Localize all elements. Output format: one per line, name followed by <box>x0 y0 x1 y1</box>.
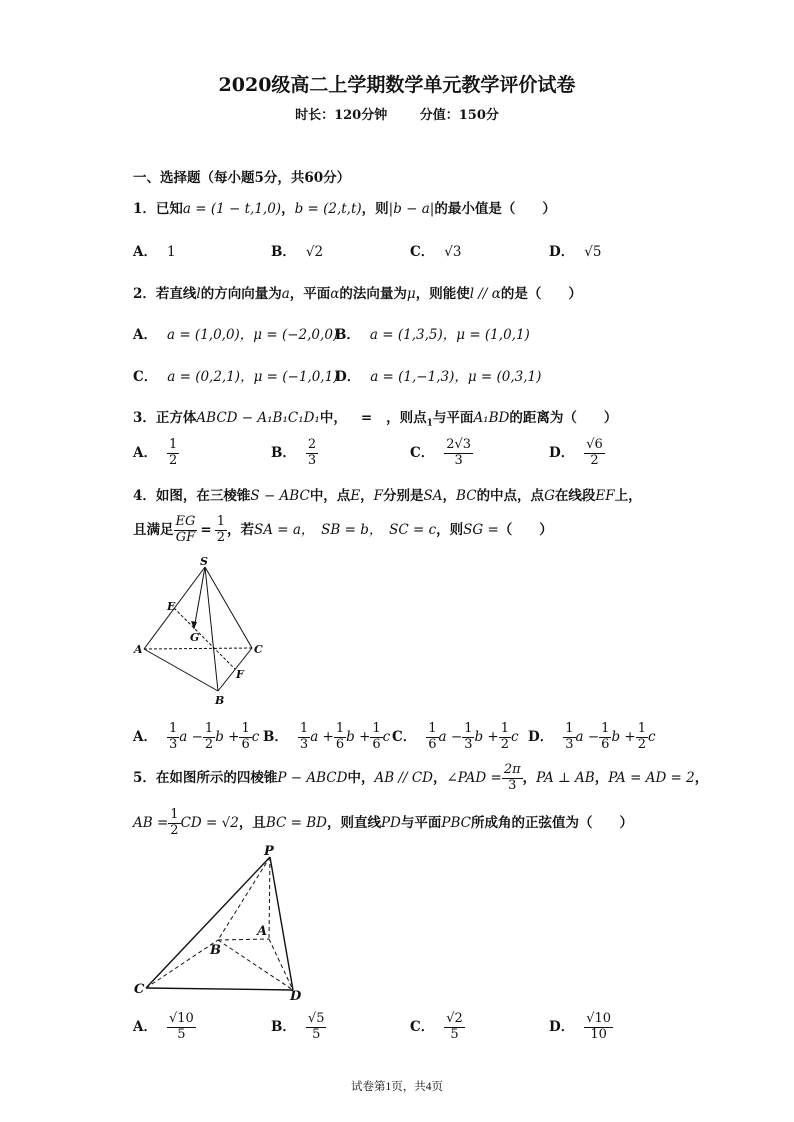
label-a: A <box>134 643 143 656</box>
q4-option-d: D． $\frac{1}{3}$ a − $\frac{1}{6}$ b + $\frac{1}{2}$ c <box>528 721 656 752</box>
q1-number: 1． <box>133 201 156 217</box>
label-c: C <box>134 982 145 997</box>
section-heading: 一、选择题（每小题5分，共60分） <box>133 170 351 186</box>
q1-text: 已知 <box>155 201 183 217</box>
question-3: 3．正方体ABCD − A₁B₁C₁D₁中， = ，则点$_1$与平面A₁BD的距离为（ ） <box>133 410 618 429</box>
q1-expression: |b − a| <box>388 201 435 217</box>
q4-option-b: B． $\frac{1}{3}$ a + $\frac{1}{6}$ b + $\frac{1}{6}$ c <box>263 721 391 752</box>
label-f: F <box>236 668 244 681</box>
q4-tetrahedron-figure <box>130 555 270 710</box>
segment-ef <box>174 608 235 669</box>
edge-pa <box>269 857 270 939</box>
q1-sep: ， <box>281 201 295 217</box>
q5-pyramid-figure <box>130 842 315 1004</box>
q1-option-a: A． 1 <box>133 244 176 260</box>
duration: 时长：120分钟 <box>295 108 388 123</box>
question-1 <box>133 197 556 217</box>
q2-option-b: B． a = (1,3,5)，μ = (1,0,1) <box>335 327 530 343</box>
question-2: 2．若直线l的方向向量为a，平面α的法向量为μ，则能使l // α的是（ ） <box>133 286 582 302</box>
segment-sg <box>194 567 205 629</box>
q3-option-a: A． $\frac{1}{2}$ <box>133 437 178 468</box>
label-s: S <box>200 555 208 568</box>
q3-option-c: C． $\frac{2√3}{3}$ <box>410 437 472 468</box>
label-a: A <box>257 924 268 939</box>
edge-bc <box>146 940 218 988</box>
q1-option-d: D． √5 <box>549 244 602 260</box>
score: 分值：150分 <box>419 108 499 123</box>
label-p: P <box>264 844 274 859</box>
sg-arrowhead <box>191 621 197 629</box>
edge-ab <box>144 649 218 691</box>
question-5-line2: AB = $\frac{1}{2}$ CD = √2，且BC = BD，则直线PD与平面PBC所成角的正弦值为（ ） <box>133 807 633 838</box>
exam-info <box>0 104 794 123</box>
q5-option-a: A． $\frac{√10}{5}$ <box>133 1011 194 1042</box>
edge-pd <box>270 857 293 990</box>
label-d: D <box>290 989 302 1004</box>
question-5: 5．在如图所示的四棱锥P − ABCD中，AB // CD，∠PAD = $\frac{2\pi}{3}$ ，PA ⊥ AB，PA = AD = 2， <box>133 762 709 793</box>
label-b: B <box>210 943 221 958</box>
label-e: E <box>167 600 176 613</box>
edge-ad <box>269 939 293 990</box>
label-c: C <box>254 643 263 656</box>
exam-title: 2020级高二上学期数学单元教学评价试卷 <box>218 74 576 96</box>
page-footer: 试卷第1页，共4页 <box>351 1081 443 1093</box>
q1-text: ，则 <box>361 201 389 217</box>
q2-option-d: D． a = (1,−1,3)，μ = (0,3,1) <box>335 369 542 385</box>
q4-option-c: C． $\frac{1}{6}$ a − $\frac{1}{3}$ b + $\frac{1}{2}$ c <box>392 721 519 752</box>
label-b: B <box>215 694 225 707</box>
q3-option-d: D． $\frac{√6}{2}$ <box>549 437 603 468</box>
q5-option-d: D． $\frac{√10}{10}$ <box>549 1011 612 1042</box>
q2-option-a: A． a = (1,0,0)，μ = (−2,0,0) <box>133 327 339 343</box>
edge-ab <box>218 939 269 940</box>
q2-option-c: C． a = (0,2,1)，μ = (−1,0,1) <box>133 369 339 385</box>
q1-option-c: C． √3 <box>410 244 462 260</box>
question-4-line2: 且满足 $\frac{EG}{GF}$ = $\frac{1}{2}$ ，若SA = a， SB = b， SC = c，则SG =（ ） <box>133 514 553 545</box>
q1-vector-b: b = (2,t,t) <box>294 201 362 217</box>
q5-option-b: B． $\frac{√5}{5}$ <box>271 1011 325 1042</box>
label-g: G <box>190 631 200 644</box>
q3-option-b: B． $\frac{2}{3}$ <box>271 437 317 468</box>
edge-cb <box>218 648 252 691</box>
q1-vector-a: a = (1 − t,1,0) <box>182 201 282 217</box>
edge-pc <box>146 857 270 988</box>
q1-text: 的最小值是（ ） <box>434 201 556 217</box>
q1-option-b: B． √2 <box>271 244 324 260</box>
edge-ac-hidden <box>144 648 252 649</box>
edge-cd <box>146 988 293 990</box>
q5-option-c: C． $\frac{√2}{5}$ <box>410 1011 463 1042</box>
q4-option-a: A． $\frac{1}{3}$ a − $\frac{1}{2}$ b + $\frac{1}{6}$ c <box>133 721 260 752</box>
question-4: 4．如图，在三棱锥S − ABC中，点E，F分别是SA，BC的中点，点G在线段EF上， <box>133 488 642 504</box>
